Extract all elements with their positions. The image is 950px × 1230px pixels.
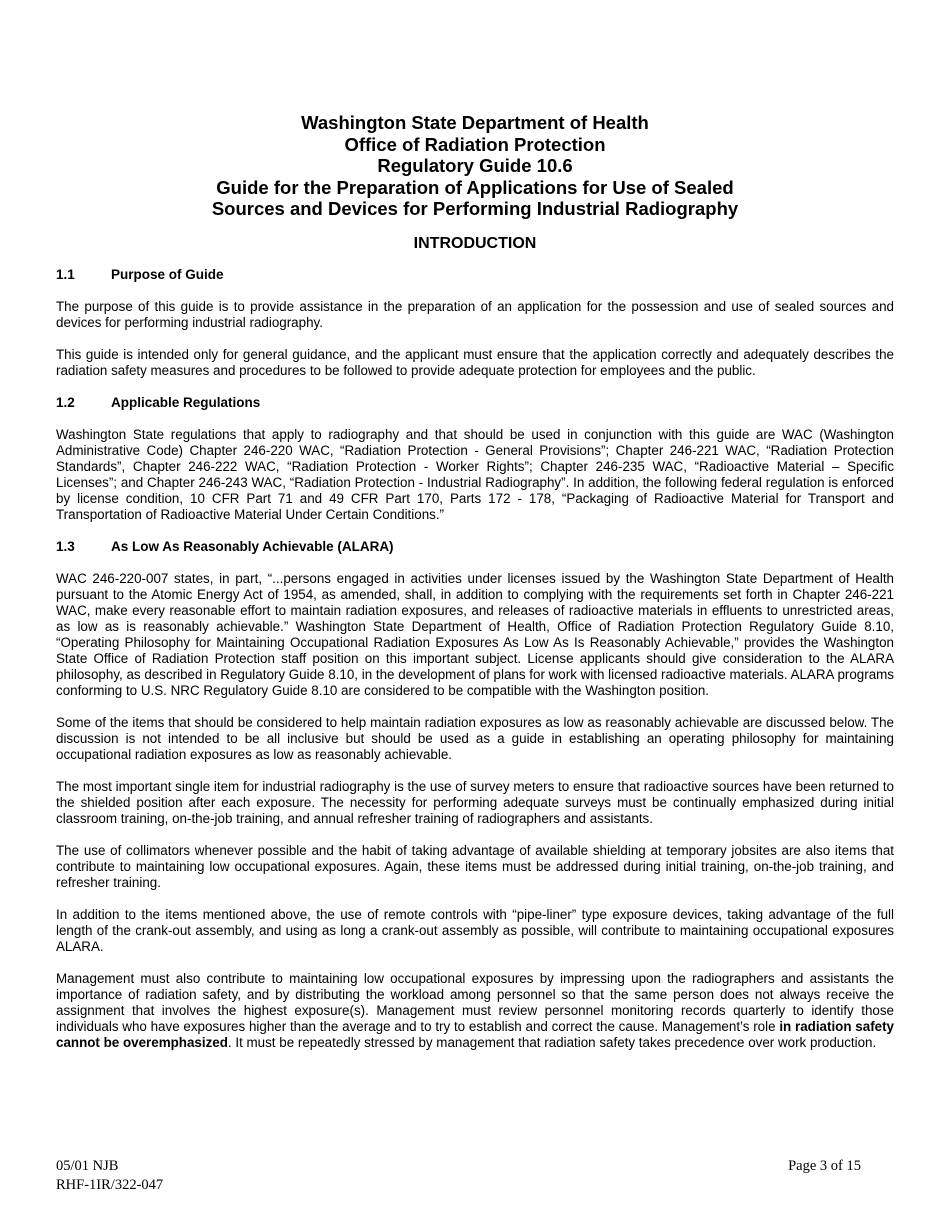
paragraph: Some of the items that should be considered to help maintain radiation exposures as low as reasonably achievable are discussed below. The discussion is not intended to be all inclusive but should be used as a guide in establishing an operating philosophy for maintaining occupational radiation exposures as low as reasonably achievable. (56, 714, 894, 762)
footer-document-info (56, 1157, 163, 1195)
paragraph: In addition to the items mentioned above, the use of remote controls with “pipe-liner” type exposure devices, taking advantage of the full length of the crank-out assembly, and using as long a crank-out assembly as possible, will contribute to maintaining occupational exposures ALARA. (56, 906, 894, 954)
section-heading-regulations (56, 395, 894, 411)
title-line-agency: Washington State Department of Health (301, 112, 649, 133)
document-page (56, 112, 894, 1067)
section-heading-purpose (56, 267, 894, 283)
paragraph: The purpose of this guide is to provide assistance in the preparation of an application for the possession and use of sealed sources and devices for performing industrial radiography. (56, 298, 894, 330)
paragraph: The use of collimators whenever possible and the habit of taking advantage of available shielding at temporary jobsites are also items that contribute to maintaining low occupational exposures. Again, these items must be addressed during initial training, on-the-job training, and refresher training. (56, 842, 894, 890)
footer-doc-number: RHF-1IR/322-047 (56, 1177, 164, 1193)
emphasized-text: in radiation safety cannot be overemphasized (56, 1018, 895, 1050)
title-line-subject-1: Guide for the Preparation of Applications for Use of Sealed (216, 176, 734, 198)
section-number: 1.3 (56, 538, 75, 554)
paragraph: Washington State regulations that apply to radiography and that should be used in conjunction with this guide are WAC (Washington Administrative Code) Chapter 246-220 WAC, “Radiation Protection - General Provisions”; Chapter 246-221 WAC, “Radiation Protection Standards”, Chapter 246-222 WAC, “Radiation Protection - Worker Rights”; Chapter 246-235 WAC, “Radioactive Material – Specific Licenses”; and Chapter 246-243 WAC, “Radiation Protection - Industrial Radiography”. In addition, the following federal regulation is enforced by license condition, 10 CFR Part 71 and 49 CFR Part 170, Parts 172 - 178, “Packaging of Radioactive Material for Transport and Transportation of Radioactive Material Under Certain Conditions.” (56, 426, 894, 522)
paragraph: WAC 246-220-007 states, in part, “...persons engaged in activities under licenses issued by the Washington State Department of Health pursuant to the Atomic Energy Act of 1954, as amended, shall, in addition to complying with the requirements set forth in Chapter 246-221 WAC, make every reasonable effort to maintain radiation exposures, and releases of radioactive materials in effluents to unrestricted areas, as low as is reasonably achievable.” Washington State Department of Health, Office of Radiation Protection Regulatory Guide 8.10, “Operating Philosophy for Maintaining Occupational Radiation Exposures As Low As Is Reasonably Achievable,” provides the Washington State Office of Radiation Protection staff position on this important subject. License applicants should give consideration to the ALARA philosophy, as described in Regulatory Guide 8.10, in the development of plans for work with licensed radioactive materials. ALARA programs conforming to U.S. NRC Regulatory Guide 8.10 are considered to be compatible with the Washington position. (56, 570, 894, 698)
paragraph: This guide is intended only for general guidance, and the applicant must ensure that the application correctly and adequately describes the radiation safety measures and procedures to be followed to provide adequate protection for employees and the public. (56, 346, 894, 378)
section-number: 1.2 (56, 394, 75, 410)
section-heading-alara (56, 539, 894, 555)
text-run: Management must also contribute to maintaining low occupational exposures by impressing upon the radiographers and assistants the importance of radiation safety, and by distributing the workload among personnel so that the same person does not always receive the assignment that involves the highest exposure(s). Management must review personnel monitoring records quarterly to identify those individuals who have exposures higher than the average and to try to establish and correct the cause. Management’s role (56, 970, 894, 1034)
paragraph-management (56, 971, 894, 1051)
section-title: Applicable Regulations (111, 394, 261, 410)
section-title: As Low As Reasonably Achievable (ALARA) (111, 538, 394, 554)
footer-date-code: 05/01 NJB (56, 1158, 119, 1174)
section-title: Purpose of Guide (111, 266, 224, 282)
paragraph: The most important single item for industrial radiography is the use of survey meters to ensure that radioactive sources have been returned to the shielded position after each exposure. The necessity for performing adequate surveys must be continually emphasized during initial classroom training, on-the-job training, and annual refresher training of radiographers and assistants. (56, 778, 894, 826)
footer-page-number: Page 3 of 15 (788, 1158, 861, 1174)
title-line-office: Office of Radiation Protection (344, 133, 606, 155)
text-run: . It must be repeatedly stressed by management that radiation safety takes precedence over work production. (227, 1034, 877, 1050)
introduction-heading: INTRODUCTION (413, 234, 537, 252)
title-line-guide-number: Regulatory Guide 10.6 (377, 155, 573, 176)
title-line-subject-2: Sources and Devices for Performing Industrial Radiography (211, 198, 739, 219)
document-title (56, 112, 894, 220)
section-number: 1.1 (56, 266, 75, 282)
